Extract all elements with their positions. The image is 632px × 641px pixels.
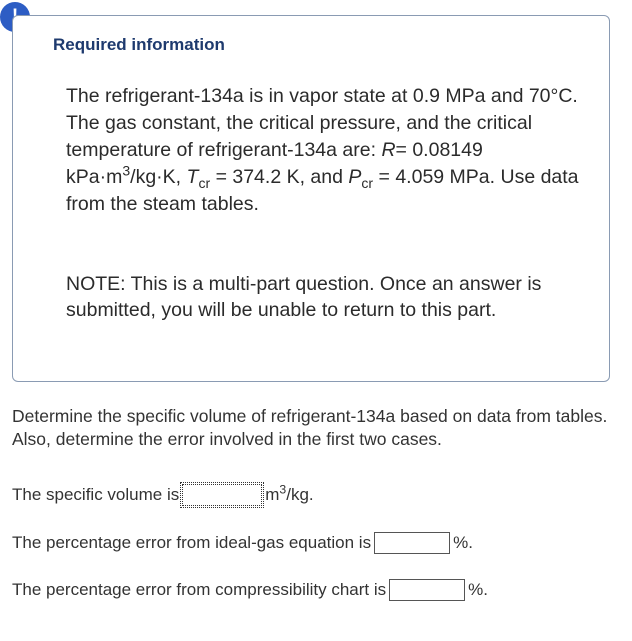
ideal-gas-error-input[interactable] bbox=[374, 532, 450, 554]
r-value: = 0.08149 kPa·m bbox=[66, 139, 483, 188]
r-unit-tail: /kg·K, bbox=[130, 166, 182, 188]
compressibility-error-input[interactable] bbox=[389, 579, 465, 601]
problem-text: The refrigerant-134a is in vapor state at 0.9 MPa and 70°C. The gas constant, the critical pressure, and the critical temperature of refrigerant-134a are: bbox=[66, 85, 578, 161]
t-value: = 374.2 K, and bbox=[215, 166, 343, 188]
specific-volume-unit bbox=[265, 482, 314, 505]
multi-part-note: NOTE: This is a multi-part question. Once an answer is submitted, you will be unable to return to this part. bbox=[66, 273, 542, 321]
question-prompt: Determine the specific volume of refrigerant-134a based on data from tables. Also, determine the error involved in the first two cases. bbox=[12, 406, 608, 449]
specific-volume-input[interactable] bbox=[182, 484, 262, 506]
specific-volume-row bbox=[12, 484, 314, 506]
ideal-gas-error-unit: %. bbox=[453, 533, 473, 552]
problem-statement bbox=[66, 83, 596, 218]
compressibility-error-row bbox=[12, 579, 488, 601]
ideal-gas-error-row bbox=[12, 532, 473, 554]
compressibility-error-label: The percentage error from compressibility chart is bbox=[12, 580, 387, 599]
p-subscript: cr bbox=[361, 174, 374, 191]
unit-tail: /kg. bbox=[286, 485, 314, 504]
r-symbol: R bbox=[381, 139, 396, 161]
t-subscript: cr bbox=[198, 174, 211, 191]
r-exponent: 3 bbox=[122, 162, 131, 179]
unit-base: m bbox=[265, 485, 280, 504]
info-title: Required information bbox=[53, 35, 225, 54]
specific-volume-label: The specific volume is bbox=[12, 485, 180, 504]
ideal-gas-error-label: The percentage error from ideal-gas equation is bbox=[12, 533, 372, 552]
p-value: = 4.059 MPa. Use data from the steam tables. bbox=[66, 166, 579, 215]
p-symbol: P bbox=[348, 166, 362, 188]
unit-exponent: 3 bbox=[279, 482, 287, 497]
t-symbol: T bbox=[186, 166, 199, 188]
compressibility-error-unit: %. bbox=[468, 580, 488, 599]
